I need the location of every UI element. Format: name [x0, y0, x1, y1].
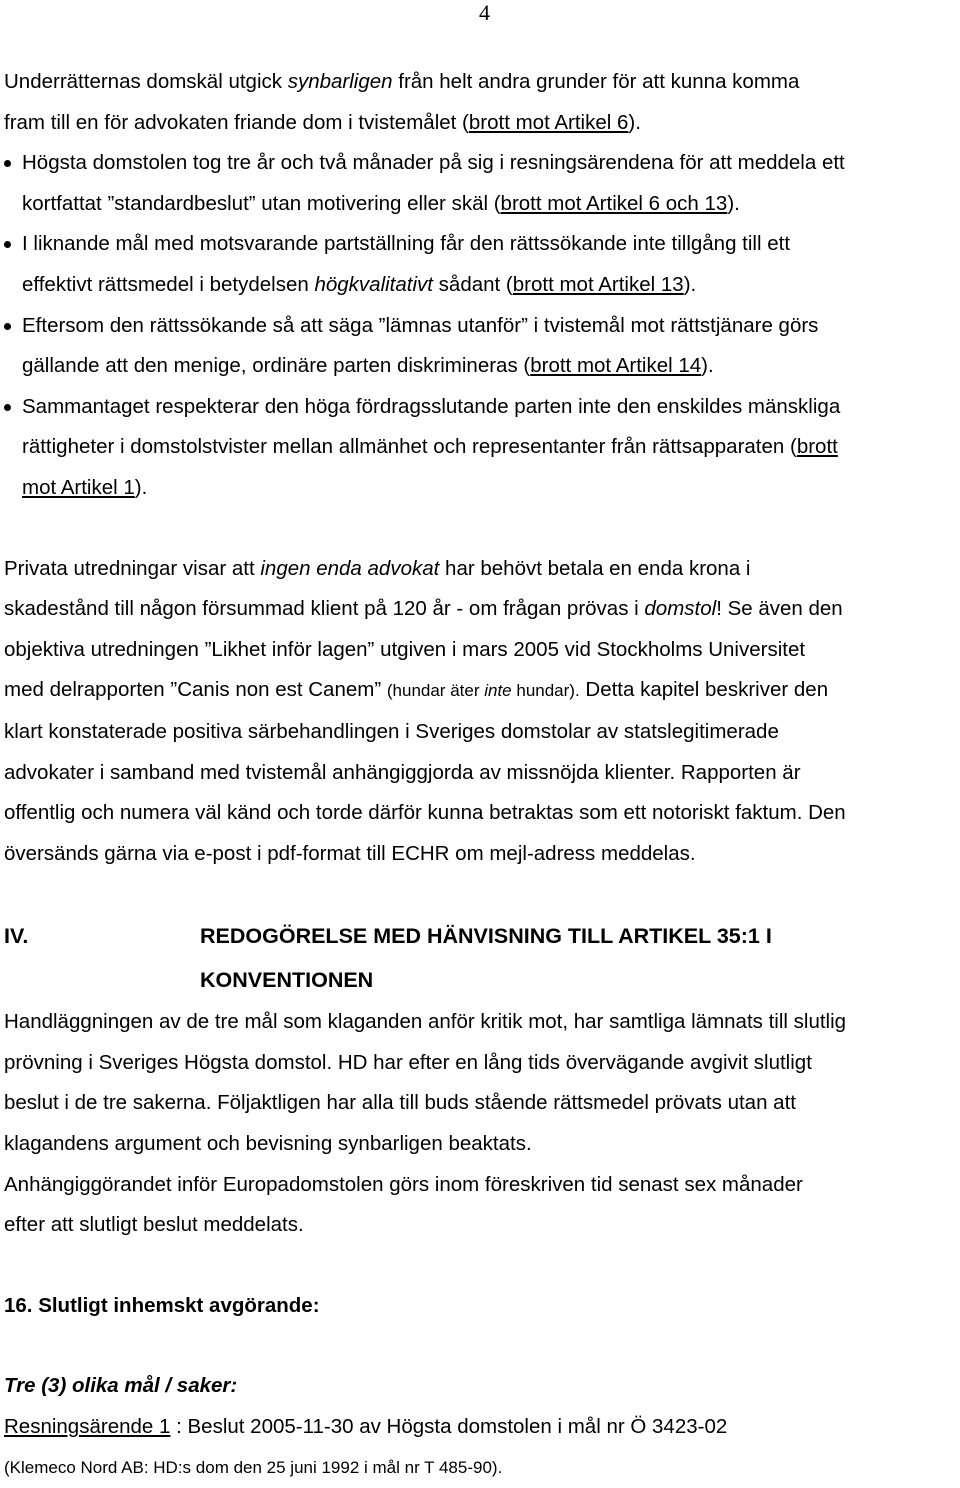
bullet-icon [4, 323, 11, 330]
intro-line-1 [4, 62, 956, 103]
bullet-line [4, 387, 956, 428]
paragraph-line: översänds gärna via e-post i pdf-format till ECHR om mejl-adress meddelas. [4, 841, 696, 865]
section-number: IV. [4, 924, 29, 949]
paragraph-line: efter att slutligt beslut meddelats. [4, 1213, 304, 1237]
text-run: Högsta domstolen tog tre år och två månader på sig i resningsärendena för att meddela ett [22, 151, 845, 175]
bullet-item-2 [4, 224, 956, 305]
intro-line-2 [4, 103, 956, 144]
bullet-line [4, 306, 956, 347]
section-title-line-1: REDOGÖRELSE MED HÄNVISNING TILL ARTIKEL 35:1 I [200, 924, 772, 949]
bullet-icon [4, 241, 11, 248]
article-reference: brott [796, 435, 838, 459]
italic-text: ingen enda advokat [260, 556, 440, 580]
paragraph-line: Anhängiggörandet inför Europadomstolen görs inom föreskriven tid senast sex månader [4, 1172, 803, 1196]
cases-heading: Tre (3) olika mål / saker: [4, 1374, 238, 1398]
bullet-line [4, 184, 956, 225]
italic-text: högkvalitativt [314, 272, 433, 296]
bullet-item-3 [4, 306, 956, 387]
spacer [4, 1326, 956, 1366]
text-run: kortfattat ”standardbeslut” utan motivering eller skäl ( [22, 191, 501, 215]
text-run: ). [628, 110, 641, 134]
italic-text: domstol [644, 597, 717, 621]
text-run: Privata utredningar visar att [4, 556, 261, 580]
article-reference: brott mot Artikel 14 [530, 354, 702, 378]
text-run: fram till en för advokaten friande dom i tvistemålet ( [4, 110, 469, 134]
paragraph-line [4, 549, 956, 590]
article-reference: brott mot Artikel 13 [512, 272, 684, 296]
section-title-line-2: KONVENTIONEN [200, 968, 374, 993]
bullet-line [4, 143, 956, 184]
bullet-icon [4, 160, 11, 167]
text-run: hundar). [511, 681, 580, 701]
article-reference: brott mot Artikel 6 och 13 [500, 191, 728, 215]
bullet-line [4, 224, 956, 265]
text-run: från helt andra grunder för att kunna komma [392, 70, 800, 93]
small-text [387, 681, 580, 700]
spacer [4, 1246, 956, 1286]
text-run: I liknande mål med motsvarande partställning får den rättssökande inte tillgång till ett [22, 232, 791, 256]
article-reference: brott mot Artikel 6 [468, 110, 629, 134]
bullet-line [4, 468, 956, 509]
case-row-1 [4, 1407, 956, 1448]
case-label: Resningsärende 1 [4, 1415, 171, 1439]
paragraph-line: Handläggningen av de tre mål som klaganden anför kritik mot, har samtliga lämnats till slutlig [4, 1010, 847, 1034]
paragraph-line: objektiva utredningen ”Likhet inför lagen” utgiven i mars 2005 vid Stockholms Universitet [4, 637, 806, 661]
bullet-line [4, 427, 956, 468]
paragraph-line [4, 589, 956, 630]
section-heading-continued [4, 958, 956, 1002]
page-content [4, 62, 956, 1488]
text-run: ). [134, 475, 148, 499]
text-run: : Beslut 2005-11-30 av Högsta domstolen i mål nr Ö 3423-02 [170, 1415, 728, 1439]
spacer [4, 874, 956, 914]
text-run: (hundar äter [386, 681, 485, 701]
paragraph-line: beslut i de tre sakerna. Följaktligen har alla till buds stående rättsmedel prövats utan att [4, 1091, 796, 1115]
bullet-icon [4, 404, 11, 411]
paragraph-line [4, 670, 956, 712]
bullet-line [4, 265, 956, 306]
item-16-heading: 16. Slutligt inhemskt avgörande: [4, 1293, 320, 1317]
page-number: 4 [479, 0, 490, 25]
text-run: Detta kapitel beskriver den [579, 678, 829, 702]
text-run: har behövt betala en enda krona i [439, 556, 751, 580]
text-run: ). [701, 354, 714, 378]
bullet-line [4, 346, 956, 387]
paragraph-line: advokater i samband med tvistemål anhängiggjorda av missnöjda klienter. Rapporten är [4, 760, 801, 784]
text-run: ). [727, 191, 740, 215]
text-run: Underrätternas domskäl utgick [4, 70, 288, 93]
text-run: skadestånd till någon försummad klient på 120 år - om frågan prövas i [4, 597, 645, 621]
paragraph-line: klart konstaterade positiva särbehandlingen i Sveriges domstolar av statslegitimerade [4, 719, 779, 743]
italic-text: inte [484, 681, 512, 701]
section-paragraph [4, 1002, 956, 1246]
article-reference: mot Artikel 1 [22, 475, 135, 499]
text-run: effektivt rättsmedel i betydelsen [22, 272, 315, 296]
italic-text: synbarligen [287, 70, 393, 93]
text-run: sådant ( [432, 272, 513, 296]
paragraph-line: klagandens argument och bevisning synbarligen beaktats. [4, 1132, 532, 1156]
text-run: Sammantaget respekterar den höga fördragsslutande parten inte den enskildes mänskliga [22, 394, 841, 418]
text-run: rättigheter i domstolstvister mellan allmänhet och representanter från rättsapparaten ( [22, 435, 797, 459]
text-run: Eftersom den rättssökande så att säga ”lämnas utanför” i tvistemål mot rättstjänare görs [22, 313, 819, 337]
bullet-item-1 [4, 143, 956, 224]
section-heading [4, 914, 956, 958]
text-run: ! Se även den [716, 597, 843, 621]
bullet-item-4 [4, 387, 956, 509]
text-run: med delrapporten ”Canis non est Canem” [4, 678, 387, 702]
private-investigations-paragraph [4, 549, 956, 875]
case-row-2: (Klemeco Nord AB: HD:s dom den 25 juni 1992 i mål nr T 485-90). [4, 1457, 503, 1477]
spacer [4, 509, 956, 549]
paragraph-line: offentlig och numera väl känd och torde därför kunna betraktas som ett notoriskt faktum. Den [4, 801, 846, 825]
text-run: gällande att den menige, ordinäre parten diskrimineras ( [22, 354, 531, 378]
paragraph-line: prövning i Sveriges Högsta domstol. HD har efter en lång tids övervägande avgivit slutligt [4, 1050, 812, 1074]
text-run: ). [683, 272, 697, 296]
